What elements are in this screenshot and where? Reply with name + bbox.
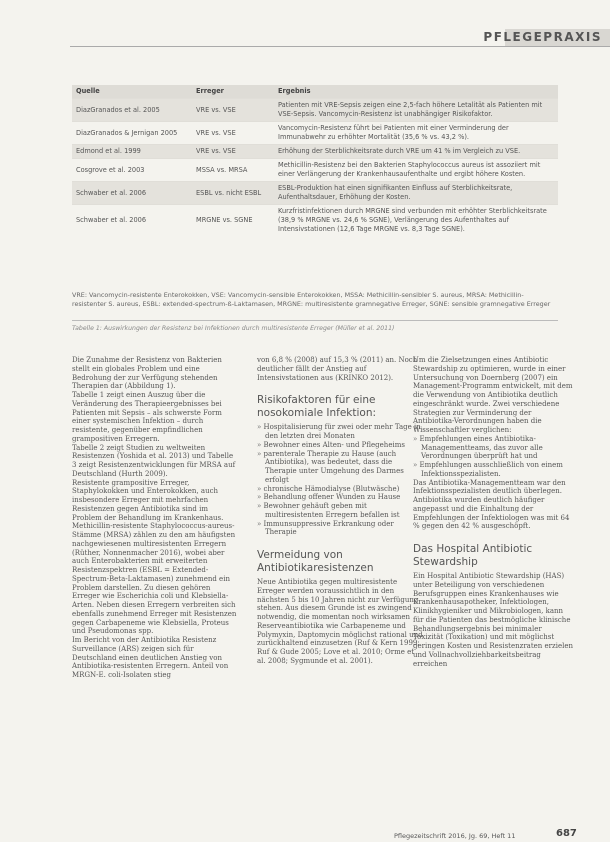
section-title: PFLEGEPRAXIS xyxy=(483,30,602,44)
column-header-pathogen: Erreger xyxy=(192,85,274,99)
table-row xyxy=(72,182,558,205)
paragraph: Ein Hospital Antibiotic Stewardship (HAS) unter Beteiligung von verschiedenen Berufsgruppen eines Krankenhauses wie Krankenhausapotheker, Infektiologen, Klinikhygieniker und Mikrobiologen, kann für die Patienten das bestmögliche klinische Behandlungsergebnis bei minimaler Toxizität (Toxikation) und mit möglichst geringen Kosten und Resistenzraten erzielen und Vollnachvollziehbarkeitsbeitrag erreichen xyxy=(413,572,573,668)
table-cell-source: Edmond et al. 1999 xyxy=(72,145,192,159)
table-cell-source: Schwaber et al. 2006 xyxy=(72,182,192,205)
table-row xyxy=(72,145,558,159)
list-item: » Bewohner gehäuft geben mit multiresistenten Erregern befallen ist xyxy=(257,502,424,520)
list-item: » Empfehlungen ausschließlich von einem Infektionsspezialisten. xyxy=(413,461,573,479)
list-item: » Bewohner eines Alten- und Pflegeheims xyxy=(257,441,424,450)
paragraph: Im Bericht von der Antibiotika Resistenz Surveillance (ARS) zeigen sich für Deutschland einen deutlichen Anstieg von Antibiotika-resistenten Erregern. Anteil von MRGN-E. coli-Isolaten stieg xyxy=(72,636,229,679)
section-heading-risk-factors: Risikofaktoren für eine nosokomiale Infektion: xyxy=(257,394,377,419)
paragraph: Tabelle 1 zeigt einen Auszug über die Veränderung des Therapieergebnisses bei Patienten mit Sepsis – als schwerste Form einer systemischen Infektion – durch resistente, gegenüber empfindlichen grampositiven Erregern. xyxy=(72,391,222,443)
list-item: » Immunsuppressive Erkrankung oder Therapie xyxy=(257,520,424,538)
list-item: » parenterale Therapie zu Hause (auch Antibiotika), was bedeutet, dass die Therapie unter Umgehung des Darmes erfolgt xyxy=(257,450,424,485)
section-heading-stewardship: Das Hospital Antibiotic Stewardship xyxy=(413,543,533,568)
table-cell-source: DiazGranados et al. 2005 xyxy=(72,99,192,122)
table-cell-pathogen: VRE vs. VSE xyxy=(192,99,274,122)
table-cell-result: Vancomycin-Resistenz führt bei Patienten mit einer Verminderung der Immunabwehr zu erhöhter Mortalität (35,6 % vs. 43,2 %). xyxy=(274,122,558,145)
text-column-1 xyxy=(72,356,239,680)
table-cell-pathogen: ESBL vs. nicht ESBL xyxy=(192,182,274,205)
page-number: 687 xyxy=(556,828,577,839)
table-row xyxy=(72,99,558,122)
table-row xyxy=(72,122,558,145)
table-caption: Tabelle 1: Auswirkungen der Resistenz bei Infektionen durch multiresistente Erreger (Müller et al. 2011) xyxy=(72,325,395,332)
table-cell-result: Kurzfristinfektionen durch MRGNE sind verbunden mit erhöhter Sterblichkeitsrate (38,9 % MRGNE vs. 24,6 % SGNE), Verlängerung des Aufenthaltes auf Intensivstationen (12,6 Tage MRGNE vs. 8,3 Tage SGNE). xyxy=(274,205,558,237)
table-header-row xyxy=(72,85,558,99)
table-row xyxy=(72,205,558,237)
table-cell-source: Schwaber et al. 2006 xyxy=(72,205,192,237)
paragraph: Die Zunahme der Resistenz von Bakterien stellt ein globales Problem und eine Bedrohung der zur Verfügung stehenden Therapien dar (Abbildung 1). xyxy=(72,356,222,391)
header-rule xyxy=(70,46,610,47)
table-row xyxy=(72,159,558,182)
paragraph: Um die Zielsetzungen eines Antibiotic Stewardship zu optimieren, wurde in einer Untersuchung von Doernberg (2007) ein Management-Programm entwickelt, mit dem die Verwendung von Antibiotika deutlich eingeschränkt wurde. Zwei verschiedene Strategien zur Verminderung der Antibiotika-Verordnungen haben die Wissenschaftler verglichen: xyxy=(413,356,573,434)
paragraph: Tabelle 2 zeigt Studien zu weltweiten Resistenzen (Yoshida et al. 2013) und Tabelle 3 zeigt Resistenzentwicklungen für MRSA auf Deutschland (Hurth 2009). xyxy=(72,443,236,478)
evidence-table xyxy=(72,85,558,236)
table-cell-result: Methicillin-Resistenz bei den Bakterien Staphylococcus aureus ist assoziiert mit einer Verlängerung der Krankenhausaufenthalte und ergibt höhere Kosten. xyxy=(274,159,558,182)
journal-reference: Pflegezeitschrift 2016, Jg. 69, Heft 11 xyxy=(394,832,516,840)
table-cell-source: DiazGranados & Jernigan 2005 xyxy=(72,122,192,145)
table-cell-source: Cosgrove et al. 2003 xyxy=(72,159,192,182)
list-item: » Empfehlungen eines Antibiotika-Managementteams, das zuvor alle Verordnungen überprüft hat und xyxy=(413,435,573,461)
list-item: » Hospitalisierung für zwei oder mehr Tage in den letzten drei Monaten xyxy=(257,423,424,441)
column-header-result: Ergebnis xyxy=(274,85,558,99)
list-item: » Behandlung offener Wunden zu Hause xyxy=(257,493,424,502)
strategy-list xyxy=(413,435,573,479)
paragraph: Resistente grampositive Erreger, Staphylokokken und Enterokokken, auch insbesondere Erreger mit mehrfachen Resistenzen gegen Antibiotika sind im Problem der Behandlung im Krankenhaus. Methicillin-resistente Staphylococcus-aureus-Stämme (MRSA) zählen zu den am häufigsten nachgewiesenen multiresistenten Erregern (Rüther, Nonnenmacher 2016), wobei aber auch Enterobakterien mit erweiterten Resistenzspektren (ESBL = Extended-Spectrum-Beta-Laktamasen) zunehmend ein Problem darstellen. Zu diesen gehören Erreger wie Escherichia coli und Klebsiella-Arten. Neben diesen Erregern verbreiten sich ebenfalls zunehmend Erreger mit Resistenzen gegen Carbapeneme wie Klebsiella, Proteus und Pseudomonas spp. xyxy=(72,478,237,636)
table-cell-pathogen: VRE vs. VSE xyxy=(192,145,274,159)
table-cell-result: ESBL-Produktion hat einen signifikanten Einfluss auf Sterblichkeitsrate, Aufenthaltsdauer, Erhöhung der Kosten. xyxy=(274,182,558,205)
column-header-source: Quelle xyxy=(72,85,192,99)
risk-factor-list xyxy=(257,423,424,537)
table-cell-pathogen: MRGNE vs. SGNE xyxy=(192,205,274,237)
table-cell-pathogen: VRE vs. VSE xyxy=(192,122,274,145)
paragraph: Das Antibiotika-Managementteam war den Infektionsspezialisten deutlich überlegen. Antibiotika wurden deutlich häufiger angepasst und die Einhaltung der Empfehlungen der Infektiologen was mit 64 % gegen den 42 % ausgeschöpft. xyxy=(413,478,570,531)
text-column-3 xyxy=(413,356,573,668)
list-item: » chronische Hämodialyse (Blutwäsche) xyxy=(257,485,424,494)
paragraph: Neue Antibiotika gegen multiresistente Erreger werden voraussichtlich in den nächsten 5 bis 10 Jahren nicht zur Verfügung stehen. Aus diesem Grunde ist es zwingend notwendig, die momentan noch wirksamen Reserveantibiotika wie Carbapeneme und Polymyxin, Daptomycin möglichst rational und zurückhaltend einzusetzen (Ruf & Kern 1999; Ruf & Gude 2005; Love et al. 2010; Orme et al. 2008; Sygmunde et al. 2001). xyxy=(257,578,423,665)
table-footnote: VRE: Vancomycin-resistente Enterokokken, VSE: Vancomycin-sensible Enterokokken, MSSA: Methicillin-sensibler S. aureus, MRSA: Methicillin-resistenter S. aureus, ESBL: extended-spectrum-ß-Laktamasen, MRGNE: multiresistente gramnegative Erreger, SGNE: sensible gramnegative Erreger xyxy=(72,291,551,308)
paragraph: von 6,8 % (2008) auf 15,3 % (2011) an. Noch deutlicher fällt der Anstieg auf Intensivstationen aus (KRINKO 2012). xyxy=(257,356,418,382)
table-cell-result: Erhöhung der Sterblichkeitsrate durch VRE um 41 % im Vergleich zu VSE. xyxy=(274,145,558,159)
table-cell-result: Patienten mit VRE-Sepsis zeigen eine 2,5-fach höhere Letalität als Patienten mit VSE-Sepsis. Vancomycin-Resistenz ist unabhängiger Risikofaktor. xyxy=(274,99,558,122)
table-rule xyxy=(72,320,558,321)
text-column-2 xyxy=(257,356,424,666)
section-heading-avoid-resistance: Vermeidung von Antibiotikaresistenzen xyxy=(257,549,374,574)
table-cell-pathogen: MSSA vs. MRSA xyxy=(192,159,274,182)
